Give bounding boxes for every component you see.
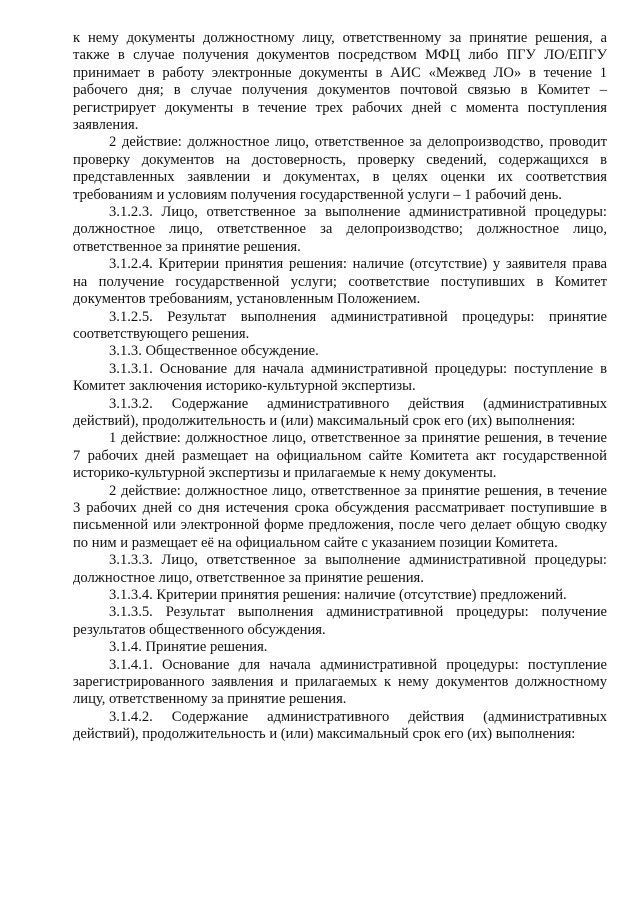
- paragraph: 3.1.4. Принятие решения.: [109, 639, 268, 656]
- paragraph: 3.1.3.3. Лицо, ответственное за выполнение административной процедуры: должностное лицо, ответственное за принятие решения.: [73, 552, 607, 586]
- paragraph: 3.1.3.5. Результат выполнения административной процедуры: получение результатов общественного обсуждения.: [73, 604, 607, 638]
- paragraph: 3.1.3.4. Критерии принятия решения: наличие (отсутствие) предложений.: [109, 587, 567, 603]
- paragraph: 2 действие: должностное лицо, ответственное за принятие решения, в течение 3 рабочих дней со дня истечения срока обсуждения рассматривает поступившие в письменной или электронной форме предложения, после чего делает общую сводку по ним и размещает её на официальном сайте с указанием позиции Комитета.: [73, 482, 607, 551]
- paragraph: 3.1.4.2. Содержание административного действия (административных действий), продолжительность и (или) максимальный срок его (их) выполнения:: [73, 708, 607, 743]
- paragraph: 1 действие: должностное лицо, ответственное за принятие решения, в течение 7 рабочих дней размещает на официальном сайте Комитета акт государственной историко-культурной экспертизы и прилагаемые к нему документы.: [73, 430, 607, 482]
- paragraph: 3.1.2.3. Лицо, ответственное за выполнение административной процедуры: должностное лицо, ответственное за делопроизводство; должностное лицо, ответственное за принятие решения.: [73, 204, 607, 255]
- paragraph: 3.1.3.2. Содержание административного действия (административных действий), продолжительность и (или) максимальный срок его (их) выполнения:: [73, 395, 607, 429]
- paragraph: 3.1.3. Общественное обсуждение.: [109, 343, 319, 360]
- paragraph: 3.1.2.4. Критерии принятия решения: наличие (отсутствие) у заявителя права на получение государственной услуги; соответствие поступивших в Комитет документов требованиям, установленным Положением.: [73, 256, 607, 308]
- paragraph: 3.1.3.1. Основание для начала административной процедуры: поступление в Комитет заключения историко-культурной экспертизы.: [73, 360, 607, 395]
- paragraph: 3.1.4.1. Основание для начала административной процедуры: поступление зарегистрированного заявления и прилагаемых к нему документов должностному лицу, ответственному за принятие решения.: [73, 656, 607, 708]
- paragraph: 3.1.2.5. Результат выполнения административной процедуры: принятие соответствующего решения.: [73, 308, 607, 342]
- paragraph: к нему документы должностному лицу, ответственному за принятие решения, а также в случае получения документов посредством МФЦ либо ПГУ ЛО/ЕПГУ принимает в работу электронные документы в АИС «Межвед ЛО» в течение 1 рабочего дня; в случае получения документов почтовой связью в Комитет – регистрирует документы в течение трех рабочих дней с момента поступления заявления.: [73, 30, 607, 134]
- paragraph: 2 действие: должностное лицо, ответственное за делопроизводство, проводит проверку документов на достоверность, проверку сведений, содержащихся в представленных заявлении и документах, в целях оценки их соответствия требованиям и условиям получения государственной услуги – 1 рабочий день.: [73, 134, 607, 203]
